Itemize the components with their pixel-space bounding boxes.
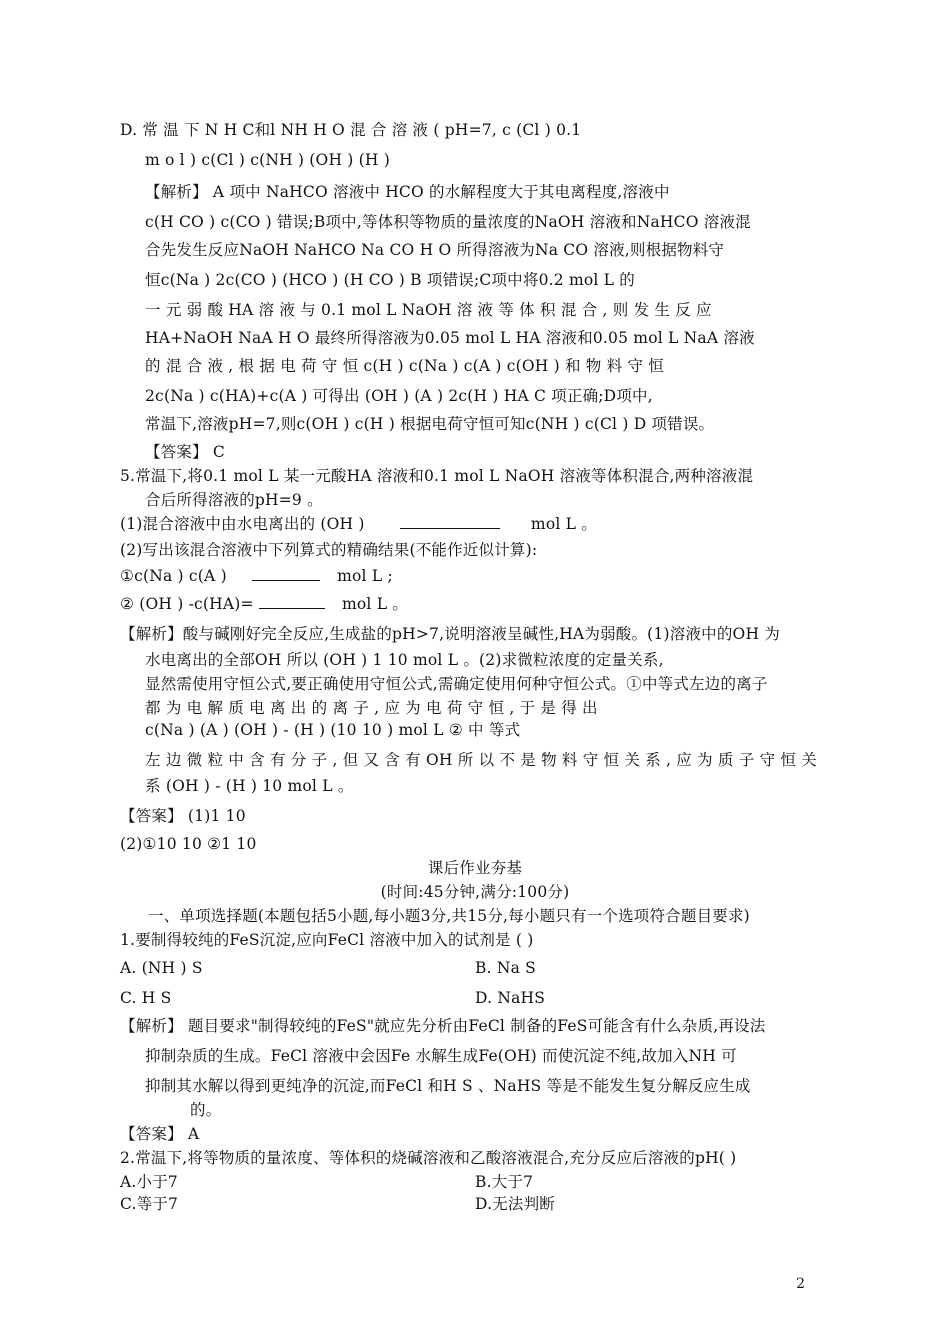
analysis-line: 的 混 合 液 , 根 据 电 荷 守 恒 c(H ) c(Na ) c(A ) c(OH ) 和 物 料 守 恒	[145, 357, 664, 375]
explain-line: 显然需使用守恒公式,要正确使用守恒公式,需确定使用何种守恒公式。①中等式左边的离子	[145, 675, 768, 693]
analysis-line: 合先发生反应NaOH NaHCO Na CO H O 所得溶液为Na CO 溶液,则根据物料守	[145, 241, 725, 259]
explain-line: 【解析】酸与碱刚好完全反应,生成盐的pH>7,说明溶液呈碱性,HA为弱酸。(1)溶液中的OH 为	[120, 625, 780, 643]
explain-line: 系 (OH ) - (H ) 10 mol L 。	[145, 777, 354, 795]
option-a: A. (NH ) S	[120, 959, 203, 977]
question-2: 2.常温下,将等物质的量浓度、等体积的烧碱溶液和乙酸溶液混合,充分反应后溶液的pH( )	[120, 1149, 737, 1167]
page-number: 2	[796, 1276, 805, 1292]
question-5-part2b	[120, 594, 408, 614]
explain-line: c(Na ) (A ) (OH ) - (H ) (10 10 ) mol L ② 中 等式	[145, 721, 521, 739]
answer-line: 【答案】 C	[145, 443, 225, 461]
part1-text: (1)混合溶液中由水电离出的 (OH )	[120, 515, 365, 533]
question-5-part2a	[120, 566, 393, 586]
explain-line: 都 为 电 解 质 电 离 出 的 离 子 , 应 为 电 荷 守 恒 , 于 是 得 出	[145, 699, 598, 717]
part2a-unit: mol L ;	[337, 567, 393, 585]
section-title: 课后作业夯基	[427, 859, 523, 877]
question-1: 1.要制得较纯的FeS沉淀,应向FeCl 溶液中加入的试剂是 ( )	[120, 931, 534, 949]
analysis-line: 【解析】 A 项中 NaHCO 溶液中 HCO 的水解程度大于其电离程度,溶液中	[145, 183, 670, 201]
option-c: C.等于7	[120, 1195, 179, 1213]
part2b-unit: mol L 。	[342, 595, 409, 613]
option-a: A.小于7	[120, 1173, 178, 1191]
answer-blank[interactable]	[259, 594, 325, 609]
explain-line: 【解析】 题目要求"制得较纯的FeS"就应先分析由FeCl 制备的FeS可能含有什么杂质,再设法	[120, 1017, 766, 1035]
explain-line: 左 边 微 粒 中 含 有 分 子 , 但 又 含 有 OH 所 以 不 是 物 料 守 恒 关 系 , 应 为 质 子 守 恒 关	[145, 751, 817, 769]
option-b: B. Na S	[475, 959, 536, 977]
analysis-line: 恒c(Na ) 2c(CO ) (HCO ) (H CO ) B 项错误;C项中将0.2 mol L 的	[145, 271, 635, 289]
section-part: 一、单项选择题(本题包括5小题,每小题3分,共15分,每小题只有一个选项符合题目要求)	[148, 907, 750, 925]
option-c: C. H S	[120, 989, 172, 1007]
question-5: 5.常温下,将0.1 mol L 某一元酸HA 溶液和0.1 mol L NaOH 溶液等体积混合,两种溶液混	[120, 467, 754, 485]
option-b: B.大于7	[475, 1173, 534, 1191]
answer-line: 【答案】 A	[120, 1125, 200, 1143]
option-d: D.无法判断	[475, 1195, 556, 1213]
analysis-line: 2c(Na ) c(HA)+c(A ) 可得出 (OH ) (A ) 2c(H ) HA C 项正确;D项中,	[145, 387, 653, 405]
section-time: (时间:45分钟,满分:100分)	[380, 883, 570, 901]
part2a-text: ①c(Na ) c(A )	[120, 567, 227, 585]
explain-line: 的。	[190, 1101, 222, 1119]
analysis-line: HA+NaOH NaA H O 最终所得溶液为0.05 mol L HA 溶液和0.05 mol L NaA 溶液	[145, 329, 755, 347]
answer-blank[interactable]	[252, 566, 320, 581]
option-d-line1: D. 常 温 下 N H C和l NH H O 混 合 溶 液 ( pH=7, c (Cl ) 0.1	[120, 121, 582, 139]
analysis-line: 常温下,溶液pH=7,则c(OH ) c(H ) 根据电荷守恒可知c(NH ) c(Cl ) D 项错误。	[145, 415, 715, 433]
question-5-part2: (2)写出该混合溶液中下列算式的精确结果(不能作近似计算):	[120, 541, 538, 559]
answer-line: 【答案】 (1)1 10	[120, 807, 246, 825]
part1-unit: mol L 。	[530, 515, 597, 533]
option-d-line2: m o l ) c(Cl ) c(NH ) (OH ) (H )	[145, 151, 391, 169]
answer-line: (2)①10 10 ②1 10	[120, 835, 257, 853]
part2b-text: ② (OH ) -c(HA)=	[120, 595, 254, 613]
question-5-cont: 合后所得溶液的pH=9 。	[145, 491, 323, 509]
analysis-line: 一 元 弱 酸 HA 溶 液 与 0.1 mol L NaOH 溶 液 等 体 积 混 合 , 则 发 生 反 应	[145, 301, 712, 319]
option-d: D. NaHS	[475, 989, 546, 1007]
explain-line: 抑制其水解以得到更纯净的沉淀,而FeCl 和H S 、NaHS 等是不能发生复分解反应生成	[145, 1077, 751, 1095]
explain-line: 水电离出的全部OH 所以 (OH ) 1 10 mol L 。(2)求微粒浓度的定量关系,	[145, 651, 664, 669]
question-5-part1	[120, 514, 597, 534]
answer-blank[interactable]	[400, 514, 500, 529]
analysis-line: c(H CO ) c(CO ) 错误;B项中,等体积等物质的量浓度的NaOH 溶液和NaHCO 溶液混	[145, 213, 751, 231]
explain-line: 抑制杂质的生成。FeCl 溶液中会因Fe 水解生成Fe(OH) 而使沉淀不纯,故加入NH 可	[145, 1047, 737, 1065]
